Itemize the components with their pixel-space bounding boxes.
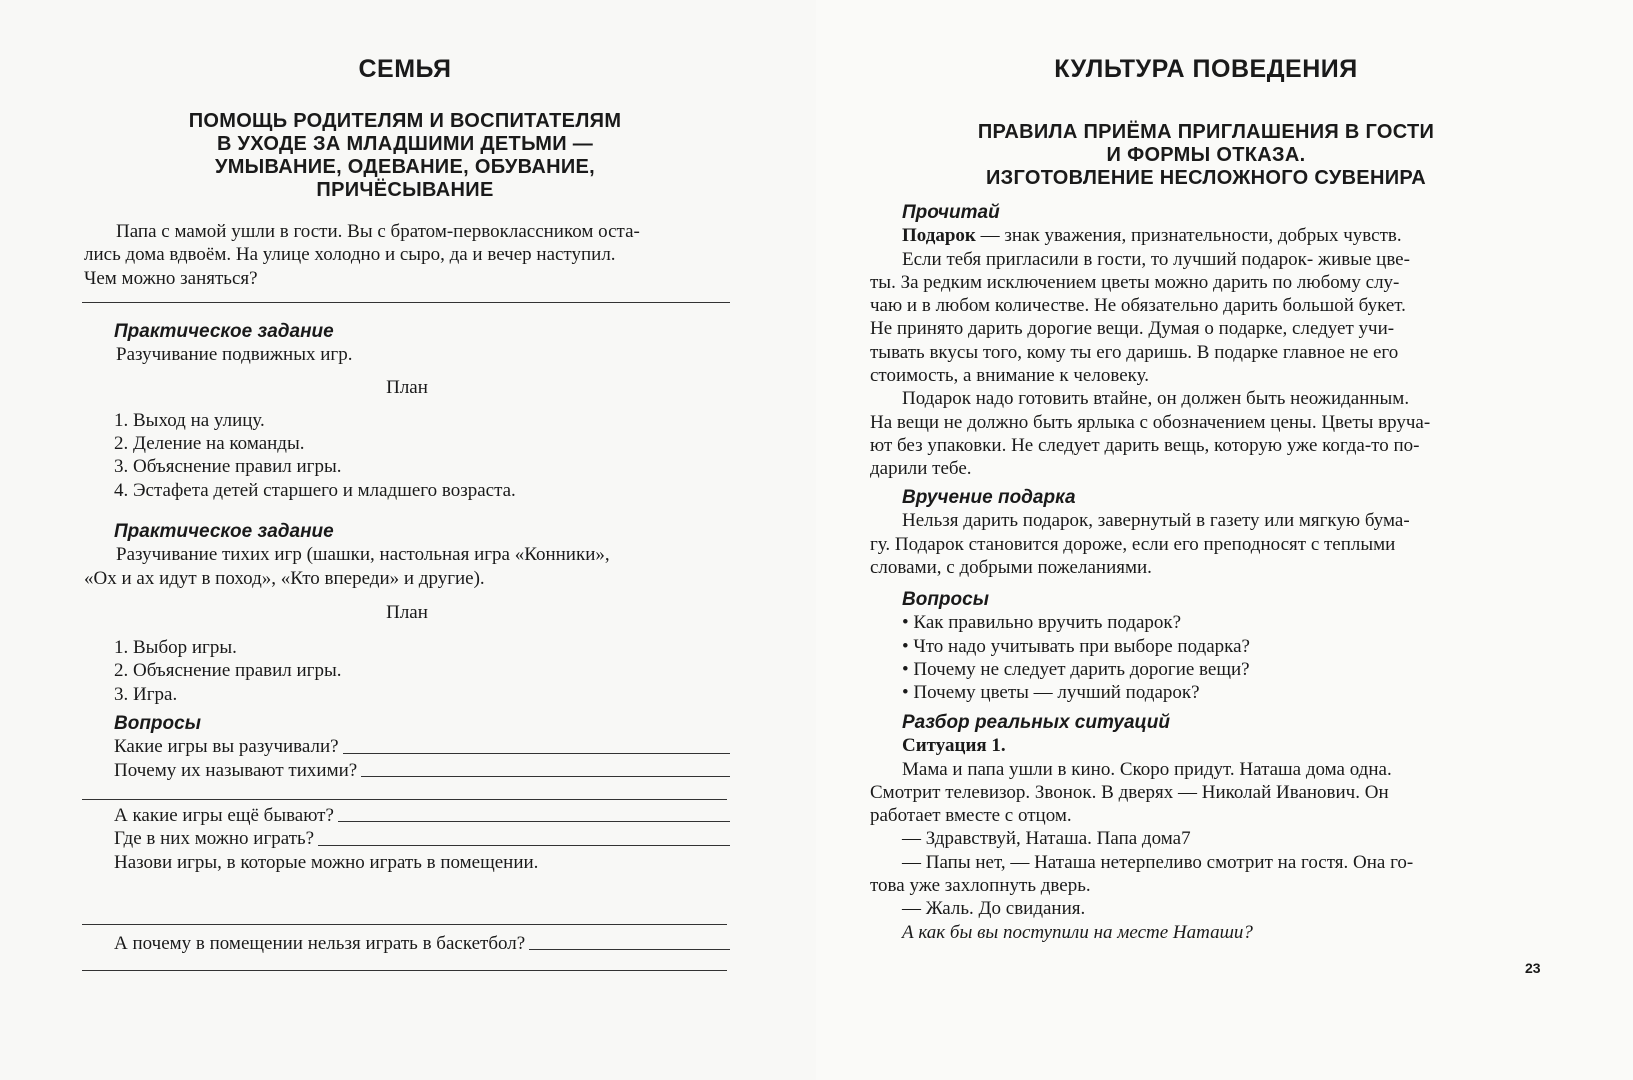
answer-line[interactable] — [318, 845, 730, 846]
question-row — [84, 804, 730, 827]
plan-item: 3. Игра. — [114, 683, 178, 705]
task-text: Разучивание тихих игр (шашки, настольная игра «Конники», — [116, 544, 610, 566]
task-text: «Ох и ах идут в поход», «Кто впереди» и другие). — [84, 567, 485, 589]
subtitle-line: УМЫВАНИЕ, ОДЕВАНИЕ, ОБУВАНИЕ, — [214, 156, 596, 178]
right-giving — [870, 486, 1566, 579]
question-text: А какие игры ещё бывают? — [114, 805, 334, 826]
plan-list — [84, 636, 730, 706]
page-number: 23 — [1525, 960, 1541, 976]
plan-item: 2. Деление на команды. — [114, 433, 305, 455]
question-item: • Как правильно вручить подарок? — [870, 611, 1566, 634]
situation-label: Ситуация 1. — [902, 735, 1006, 757]
questions-heading: Вопросы — [902, 589, 989, 610]
right-chapter-title: КУЛЬТУРА ПОВЕДЕНИЯ — [1054, 55, 1358, 83]
subtitle-line: ПРАВИЛА ПРИЁМА ПРИГЛАШЕНИЯ В ГОСТИ — [977, 121, 1435, 143]
question-row — [84, 735, 730, 758]
para-line: стоимость, а внимание к человеку. — [870, 365, 1149, 387]
para-line: тывать вкусы того, кому ты его даришь. В подарке главное не его — [870, 341, 1399, 363]
question-row — [84, 827, 730, 850]
para-line: работает вместе с отцом. — [870, 805, 1072, 827]
left-chapter-title: СЕМЬЯ — [358, 55, 452, 83]
answer-line[interactable] — [529, 949, 730, 950]
plan-item: 1. Выбор игры. — [114, 637, 237, 659]
para-line: Если тебя пригласили в гости, то лучший подарок- живые цве- — [902, 248, 1410, 270]
question-text: Какие игры вы разучивали? — [114, 736, 339, 758]
plan-item: 1. Выход на улицу. — [114, 409, 265, 431]
right-questions — [870, 588, 1566, 704]
task-text: Разучивание подвижных игр. — [116, 344, 353, 366]
para-line: Нельзя дарить подарок, завернутый в газету или мягкую бума- — [902, 510, 1410, 532]
intro-line: лись дома вдвоём. На улице холодно и сыро, да и вечер наступил. — [84, 244, 616, 266]
para-line: словами, с добрыми пожеланиями. — [870, 556, 1152, 578]
answer-line[interactable] — [338, 821, 730, 822]
para-line: дарили тебе. — [870, 458, 972, 480]
subtitle-line: И ФОРМЫ ОТКАЗА. — [1106, 144, 1306, 166]
dialog-line: — Папы нет, — Наташа нетерпеливо смотрит на гостя. Она го- — [902, 851, 1414, 873]
dialog-line: — Здравствуй, Наташа. Папа дома7 — [902, 828, 1191, 850]
questions-heading: Вопросы — [114, 713, 201, 734]
left-task2 — [84, 520, 730, 706]
left-subtitle — [80, 110, 730, 202]
intro-line: Чем можно заняться? — [84, 267, 258, 289]
plan-item: 3. Объяснение правил игры. — [114, 456, 342, 478]
answer-line[interactable] — [82, 302, 730, 303]
question-item: • Почему цветы — лучший подарок? — [870, 681, 1566, 704]
subtitle-line: ИЗГОТОВЛЕНИЕ НЕСЛОЖНОГО СУВЕНИРА — [985, 167, 1426, 189]
intro-line: Папа с мамой ушли в гости. Вы с братом-первоклассником оста- — [116, 221, 640, 242]
task-heading: Практическое задание — [114, 321, 334, 342]
question-item: • Что надо учитывать при выборе подарка? — [870, 635, 1566, 658]
situations-heading: Разбор реальных ситуаций — [902, 712, 1171, 733]
plan-label: План — [386, 601, 428, 623]
question-text: Почему их называют тихими? — [114, 759, 358, 781]
answer-line[interactable] — [343, 753, 730, 754]
situation-question: А как бы вы поступили на месте Наташи? — [902, 921, 1253, 943]
answer-line[interactable] — [82, 799, 727, 800]
dialog-line: — Жаль. До свидания. — [902, 898, 1086, 920]
question-text: Назови игры, в которые можно играть в помещении. — [114, 851, 539, 873]
right-situations — [870, 711, 1566, 944]
left-task1 — [84, 320, 730, 502]
definition: — знак уважения, признательности, добрых чувств. — [975, 225, 1402, 247]
task-heading: Практическое задание — [114, 521, 334, 542]
answer-line[interactable] — [82, 970, 727, 971]
read-heading: Прочитай — [902, 202, 1000, 223]
question-row — [84, 932, 730, 955]
giving-heading: Вручение подарка — [902, 487, 1076, 508]
left-questions-2 — [84, 804, 730, 874]
term: Подарок — [902, 225, 976, 247]
subtitle-line: ПРИЧЁСЫВАНИЕ — [316, 179, 494, 201]
para-line: ют без упаковки. Не следует дарить вещь, которую уже когда-то по- — [870, 434, 1420, 456]
plan-item: 4. Эстафета детей старшего и младшего возраста. — [114, 479, 516, 501]
para-line: Подарок надо готовить втайне, он должен быть неожиданным. — [902, 388, 1410, 410]
para-line: Не принято дарить дорогие вещи. Думая о подарке, следует учи- — [870, 318, 1395, 340]
left-intro — [84, 220, 730, 290]
right-subtitle — [856, 121, 1556, 190]
left-questions — [84, 712, 730, 782]
answer-line[interactable] — [361, 776, 730, 777]
answer-line[interactable] — [82, 924, 727, 925]
plan-list — [84, 409, 730, 502]
para-line: Смотрит телевизор. Звонок. В дверях — Николай Иванович. Он — [870, 781, 1389, 803]
para-line: гу. Подарок становится дороже, если его преподносят с теплыми — [870, 533, 1396, 555]
para-line: чаю и в любом количестве. Не обязательно дарить большой букет. — [870, 295, 1406, 317]
left-questions-3 — [84, 932, 730, 955]
right-read — [870, 201, 1566, 481]
subtitle-line: ПОМОЩЬ РОДИТЕЛЯМ И ВОСПИТАТЕЛЯМ — [188, 110, 622, 132]
question-row — [84, 759, 730, 782]
question-item: • Почему не следует дарить дорогие вещи? — [870, 658, 1566, 681]
dialog-line: това уже захлопнуть дверь. — [870, 875, 1091, 897]
subtitle-line: В УХОДЕ ЗА МЛАДШИМИ ДЕТЬМИ — — [216, 133, 594, 155]
para-line: ты. За редким исключением цветы можно дарить по любому слу- — [870, 271, 1400, 293]
para-line: Мама и папа ушли в кино. Скоро придут. Наташа дома одна. — [902, 758, 1392, 780]
plan-label: План — [386, 376, 428, 398]
right-page — [816, 0, 1633, 1080]
question-text: Где в них можно играть? — [114, 828, 315, 850]
left-page — [0, 0, 816, 1080]
para-line: На вещи не должно быть ярлыка с обозначением цены. Цветы вруча- — [870, 411, 1431, 433]
plan-item: 2. Объяснение правил игры. — [114, 660, 342, 682]
question-text: А почему в помещении нельзя играть в баскетбол? — [114, 933, 526, 954]
